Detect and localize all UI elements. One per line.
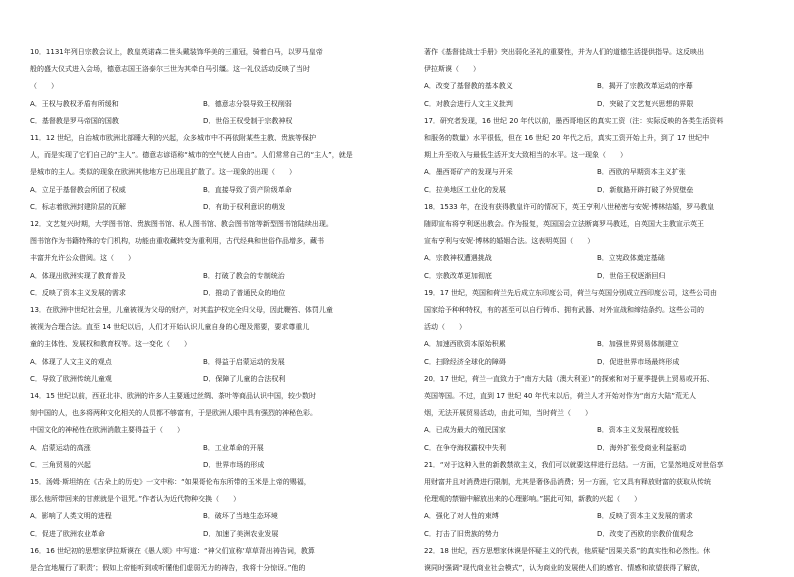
- question-text-line: 是城市的主人。类似的现象在欧洲其他地方已出现且扩散了。这一现象的出现（ ）: [30, 168, 296, 177]
- question-text-line: 12．文艺复兴时期，大学图书馆、贵族图书馆、私人图书馆、教会图书馆等新型图书馆陆续出现。: [30, 220, 333, 229]
- options-row: [424, 164, 770, 181]
- options-row: [424, 78, 770, 95]
- question: [30, 388, 376, 474]
- answer-option: C．基督教是罗马帝国的国教: [30, 116, 119, 125]
- answer-option: D．突破了文艺复兴思想的界限: [597, 99, 694, 108]
- question-text-line: 18．1533 年，在没有获得教皇许可的情况下，英王亨利八世秘密与安妮·博林结婚，罗马教皇: [424, 202, 715, 211]
- options-row: [30, 508, 376, 525]
- options-row: [424, 440, 770, 457]
- answer-option: A．立足于基督教会所团了权威: [30, 185, 126, 194]
- options-row: [30, 268, 376, 285]
- question-text-line: 图书馆作为书籍特殊的专门机构，功能由重收藏转变为重利用，古代经典和世俗作品增多，藏书: [30, 237, 324, 246]
- answer-option: D．世俗王权受制于宗教神权: [203, 116, 293, 125]
- answer-option: A．体现出欧洲实现了教育普及: [30, 271, 126, 280]
- question-text-line: 童的主体性、发展权和教育权等。这一变化（ ）: [30, 340, 191, 349]
- options-row: [424, 182, 770, 199]
- answer-option: A．改变了基督教的基本教义: [424, 82, 513, 91]
- answer-option: C．对教会进行人文主义批判: [424, 99, 513, 108]
- answer-option: A．墨西哥矿产的发现与开采: [424, 168, 513, 177]
- question-text-line: 被视为合理合法。直至 14 世纪以后，人们才开始认识儿童自身的心理及需要，要求尊重儿: [30, 323, 310, 332]
- answer-option: D．推动了普通民众的地位: [203, 288, 286, 297]
- question: [424, 285, 770, 371]
- question-text-line: 11．12 世纪，自治城市欧洲北部睡大利的兴起，众多城市中不再依附某些主教、贵族等保护: [30, 134, 317, 143]
- question-text-line: （ ）: [30, 82, 58, 91]
- question: [424, 113, 770, 199]
- question-text-line: 烟，无法开展贸易活动，由此可知，当时荷兰（ ）: [424, 409, 592, 418]
- question-text-line: 14．15 世纪以前，西亚北非、欧洲的许多人主要通过丝绸、茶叶等商品认识中国，较少数时: [30, 392, 317, 401]
- answer-option: C．宗教改革更加彻底: [424, 271, 492, 280]
- question-text-line: 人，而是实现了它们自己的“主人”。德意志谚语称“城市的空气使人自由”。人们常常自己的“主人”，就是: [30, 151, 353, 160]
- options-row: [30, 440, 376, 457]
- question-text-line: 用财富并且对消费进行限制，尤其是奢侈品消费；另一方面，它又具有释放财富的获取从传统: [424, 478, 711, 487]
- question-text-line: 英国等国。不过，直到 17 世纪 40 年代末以后，荷兰人才开始对作为“南方大陆”荒无人: [424, 392, 696, 401]
- answer-option: D．新航路开辟打破了外贸壁垒: [597, 185, 694, 194]
- question-text-line: 20．17 世纪，荷兰一直致力于“南方大陆（澳大利亚）”的探索和对于夏季提供上贸易或开拓、: [424, 374, 714, 383]
- question-text-line: 17．研究者发现，16 世纪 20 年代以前，墨西哥地区的真实工资（注：实际反映的各类生活资料: [424, 116, 724, 125]
- answer-option: A．启蒙运动的高涨: [30, 443, 91, 452]
- options-row: [424, 96, 770, 113]
- question-text-line: 那么他所带回来的甘蔗就是个诅咒。”作者认为近代物种交换（ ）: [30, 495, 241, 504]
- answer-option: B．直接导致了资产阶级革命: [203, 185, 292, 194]
- question-text-line: 国家给予种种特权，有的甚至可以自行铸币、拥有武器、对外宣战和缔结条约。这些公司的: [424, 306, 704, 315]
- answer-option: D．促进世界市场最终形成: [597, 357, 680, 366]
- options-row: [30, 96, 376, 113]
- question-text-line: 10．1131年列日宗教会议上，教皇英诺森二世头戴装饰华美的三重冠，骑着白马，以罗马皇帝: [30, 48, 323, 56]
- options-row: [30, 113, 376, 130]
- answer-option: B．西欧的早期资本主义扩张: [597, 168, 686, 177]
- question: [424, 371, 770, 457]
- answer-option: C．促进了欧洲农业革命: [30, 529, 105, 538]
- answer-option: D．世界市场的形成: [203, 460, 265, 469]
- question-text-line: 伦理观的禁锢中解放出来的心理影响。”据此可知，新教的兴起（ ）: [424, 495, 642, 504]
- answer-option: C．导致了欧洲传统儿童观: [30, 374, 112, 383]
- question-text-line: 丰富并允许公众借阅。这（ ）: [30, 254, 135, 263]
- answer-option: A．体现了人文主义的观点: [30, 357, 112, 366]
- options-row: [30, 182, 376, 199]
- answer-option: B．工业革命的开展: [203, 443, 264, 452]
- question-text-line: 22．18 世纪，西方思想家休谟是怀疑主义的代表，他质疑“因果关系”的真实性和必然性。休: [424, 546, 711, 555]
- answer-option: B．揭开了宗教改革运动的序幕: [597, 82, 693, 91]
- answer-option: A．王权与教权矛盾有所缓和: [30, 99, 119, 108]
- options-row: [30, 457, 376, 474]
- question-text-line: 13．在欧洲中世纪社会里，儿童被视为父母的财产，对其监护权完全归父母，因此鞭笞、体罚儿童: [30, 306, 333, 315]
- question-text-line: 随即宣布将亨利逐出教会。作为报复，英国国会立法断离罗马教廷，自英国大主教宣示英王: [424, 220, 704, 229]
- answer-option: A．加速西欧资本原始积累: [424, 340, 506, 349]
- question-text-line: 中国文化的神秘性在欧洲消散主要得益于（ ）: [30, 426, 184, 435]
- options-row: [424, 354, 770, 371]
- answer-option: C．打击了旧贵族的势力: [424, 529, 499, 538]
- answer-option: C．标志着欧洲封建阶层的瓦解: [30, 202, 126, 211]
- options-row: [30, 354, 376, 371]
- answer-option: C．三角贸易的兴起: [30, 460, 91, 469]
- question-text-line: 16．16 世纪初的思想家伊拉斯谟在《愚人颂》中写道：“神父们宣称‘草草背出祷告词，教算: [30, 546, 315, 555]
- options-row: [30, 526, 376, 543]
- answer-option: D．世俗王权逐渐回归: [597, 271, 666, 280]
- options-row: [424, 250, 770, 267]
- question-text-line: 期上升至收入与最低生活开支大致相当的水平。这一现象（ ）: [424, 151, 627, 160]
- answer-option: B．得益于启蒙运动的发展: [203, 357, 285, 366]
- answer-option: D．加速了美洲农业发展: [203, 529, 279, 538]
- question: [30, 474, 376, 543]
- options-row: [424, 508, 770, 525]
- left-column: [30, 44, 376, 577]
- answer-option: B．德意志分裂导致王权削弱: [203, 99, 292, 108]
- question-text-line: 是合宜地履行了职责’；假如上帝能听到或听懂他们虚弱无力的祷告，我将十分惊讶。”他的: [30, 564, 306, 573]
- answer-option: B．破坏了当地生态环境: [203, 512, 278, 521]
- question: [30, 130, 376, 216]
- answer-option: B．加强世界贸易体制建立: [597, 340, 679, 349]
- right-column: [424, 44, 770, 577]
- question-text-line: 宣布亨利与安妮·博林的婚姻合法。这表明英国（ ）: [424, 237, 595, 246]
- options-row: [424, 422, 770, 439]
- question-text-line: 和服务的数量）水平很低，但在 16 世纪 20 年代之后，真实工资开始上升，到了 17 世纪中: [424, 134, 710, 143]
- options-row: [30, 371, 376, 388]
- answer-option: B．资本主义发展程度较低: [597, 426, 679, 435]
- answer-option: B．立宪政体奠定基础: [597, 254, 665, 263]
- question-text-line: 谟同时强调“现代商业社会模式”，认为商业的发展使人们的感官、情感和欲望获得了解放，: [424, 564, 705, 573]
- answer-option: A．宗教神权遭遇挑战: [424, 254, 492, 263]
- answer-option: D．改变了西欧的宗教价值观念: [597, 529, 694, 538]
- question: [30, 216, 376, 302]
- question: [424, 44, 770, 113]
- question-text-line: 活动（ ）: [424, 323, 466, 332]
- options-row: [424, 526, 770, 543]
- question: [424, 199, 770, 285]
- answer-option: A．已成为最大的殖民国家: [424, 426, 506, 435]
- answer-option: A．强化了对人性的束缚: [424, 512, 499, 521]
- question-text-line: 般的盛大仪式进入会场，德意志国王洛泰尔三世为其牵白马引缰。这一礼仪活动反映了当时: [30, 65, 310, 74]
- answer-option: C．反映了资本主义发展的需求: [30, 288, 126, 297]
- answer-option: C．拉美地区工业化的发展: [424, 185, 506, 194]
- answer-option: C．在争夺海权霸权中失利: [424, 443, 506, 452]
- options-row: [30, 199, 376, 216]
- question-text-line: 伊拉斯谟（ ）: [424, 65, 480, 74]
- question-text-line: 著作《基督徒战士手册》突出弱化圣礼的重要性，并为人们的道德生活提供指导。这反映出: [424, 48, 704, 56]
- question-text-line: 21．“对于这种入世的新教禁欲主义，我们可以就要这样进行总结。一方面，它显然地反对世俗享: [424, 460, 724, 469]
- options-row: [424, 268, 770, 285]
- question-text-line: 15．汤姆·斯坦纳在《古朵上的历史》一文中称：“如果哥伦布东所带的玉米是上帝的赐福，: [30, 478, 311, 487]
- question: [30, 44, 376, 130]
- question: [30, 302, 376, 388]
- question-text-line: 刻中国的人，也多将两种文化相关的人员都不够富有，于是欧洲人眼中具有强烈的神秘色彩。: [30, 409, 317, 418]
- answer-option: D．海外扩张受商业利益驱动: [597, 443, 687, 452]
- answer-option: C．扫除经济全球化的障碍: [424, 357, 506, 366]
- options-row: [30, 285, 376, 302]
- answer-option: A．影响了人类文明的进程: [30, 512, 112, 521]
- question-text-line: 19．17 世纪，英国和荷兰先后成立东印度公司，荷兰与英国分别成立西印度公司，这些公司由: [424, 288, 718, 297]
- answer-option: B．反映了资本主义发展的需求: [597, 512, 693, 521]
- answer-option: B．打破了教会的专制统治: [203, 271, 285, 280]
- answer-option: D．有助于权利意识的萌发: [203, 202, 286, 211]
- answer-option: D．保障了儿童的合法权利: [203, 374, 286, 383]
- question: [424, 457, 770, 543]
- options-row: [424, 336, 770, 353]
